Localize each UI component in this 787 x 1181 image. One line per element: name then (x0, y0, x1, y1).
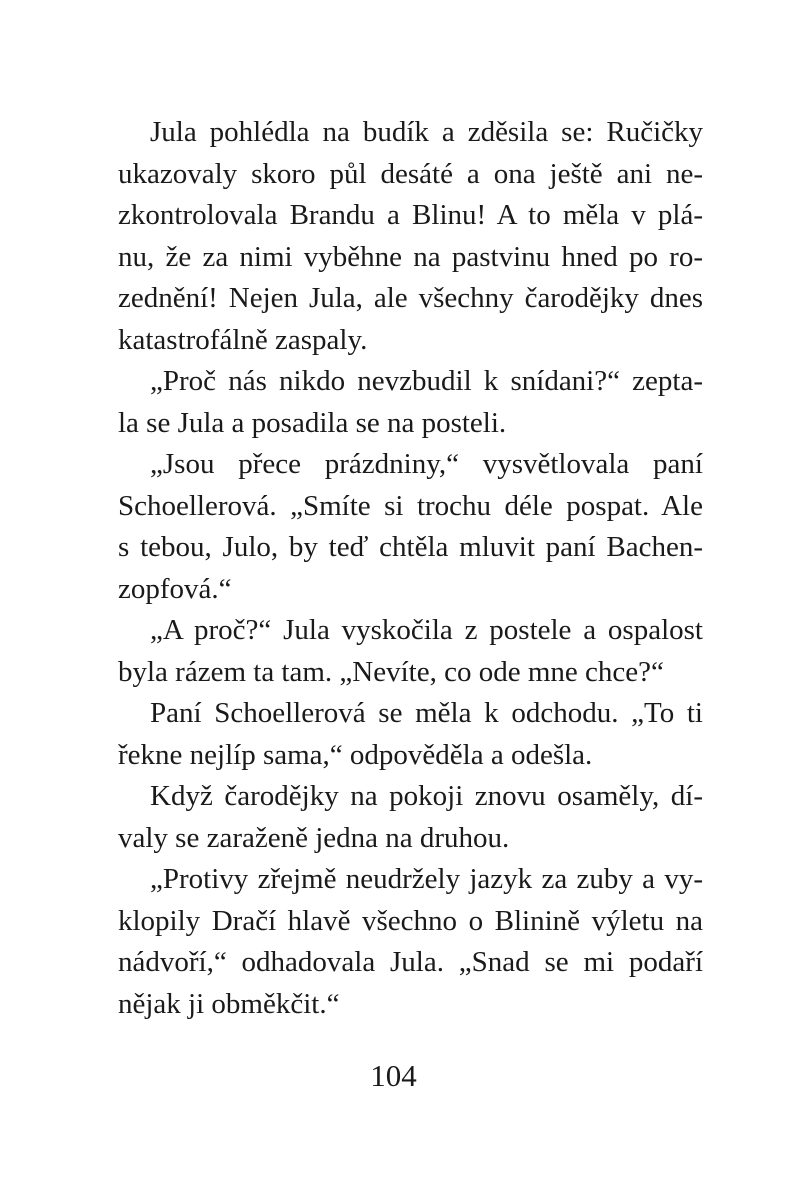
text-line: nějak ji obměkčit.“ (118, 987, 340, 1020)
text-line: „Jsou přece prázdniny,“ vysvětlovala paní (150, 448, 703, 480)
text-line: „Proč nás nikdo nevzbudil k snídani?“ zepta- (150, 365, 703, 397)
text-line: zkontrolovala Brandu a Blinu! A to měla v plá- (118, 199, 703, 231)
paragraph (118, 361, 703, 444)
text-line: nádvoří,“ odhadovala Jula. „Snad se mi podaří (118, 946, 703, 978)
text-line: Jula pohlédla na budík a zděsila se: Ručičky (150, 116, 703, 148)
text-line: katastrofálně zaspaly. (118, 323, 368, 356)
text-line: „A proč?“ Jula vyskočila z postele a ospalost (150, 614, 703, 646)
text-line: „Protivy zřejmě neudržely jazyk za zuby a vy- (150, 863, 703, 895)
text-line: klopily Dračí hlavě všechno o Blinině výletu na (118, 904, 703, 937)
text-line: Paní Schoellerová se měla k odchodu. „To ti (150, 697, 703, 729)
paragraph (118, 444, 703, 610)
paragraph (118, 693, 703, 776)
text-line: Když čarodějky na pokoji znovu osaměly, dí- (150, 780, 703, 812)
paragraph (118, 859, 703, 1025)
text-line: zednění! Nejen Jula, ale všechny čarodějky dnes (118, 282, 703, 314)
text-line: zopfová.“ (118, 572, 232, 605)
text-line: la se Jula a posadila se na posteli. (118, 406, 507, 439)
text-line: řekne nejlíp sama,“ odpověděla a odešla. (118, 738, 593, 771)
body-text (118, 112, 703, 1025)
text-line: valy se zaraženě jedna na druhou. (118, 821, 510, 854)
page-number: 104 (370, 1058, 417, 1093)
text-line: byla rázem ta tam. „Nevíte, co ode mne chce?“ (118, 655, 664, 688)
text-line: nu, že za nimi vyběhne na pastvinu hned po ro- (118, 240, 703, 273)
paragraph (118, 610, 703, 693)
paragraph (118, 776, 703, 859)
text-line: s tebou, Julo, by teď chtěla mluvit paní Bachen- (118, 531, 703, 563)
text-line: Schoellerová. „Smíte si trochu déle pospat. Ale (118, 489, 703, 522)
text-line: ukazovaly skoro půl desáté a ona ještě ani ne- (118, 157, 703, 190)
paragraph (118, 112, 703, 361)
